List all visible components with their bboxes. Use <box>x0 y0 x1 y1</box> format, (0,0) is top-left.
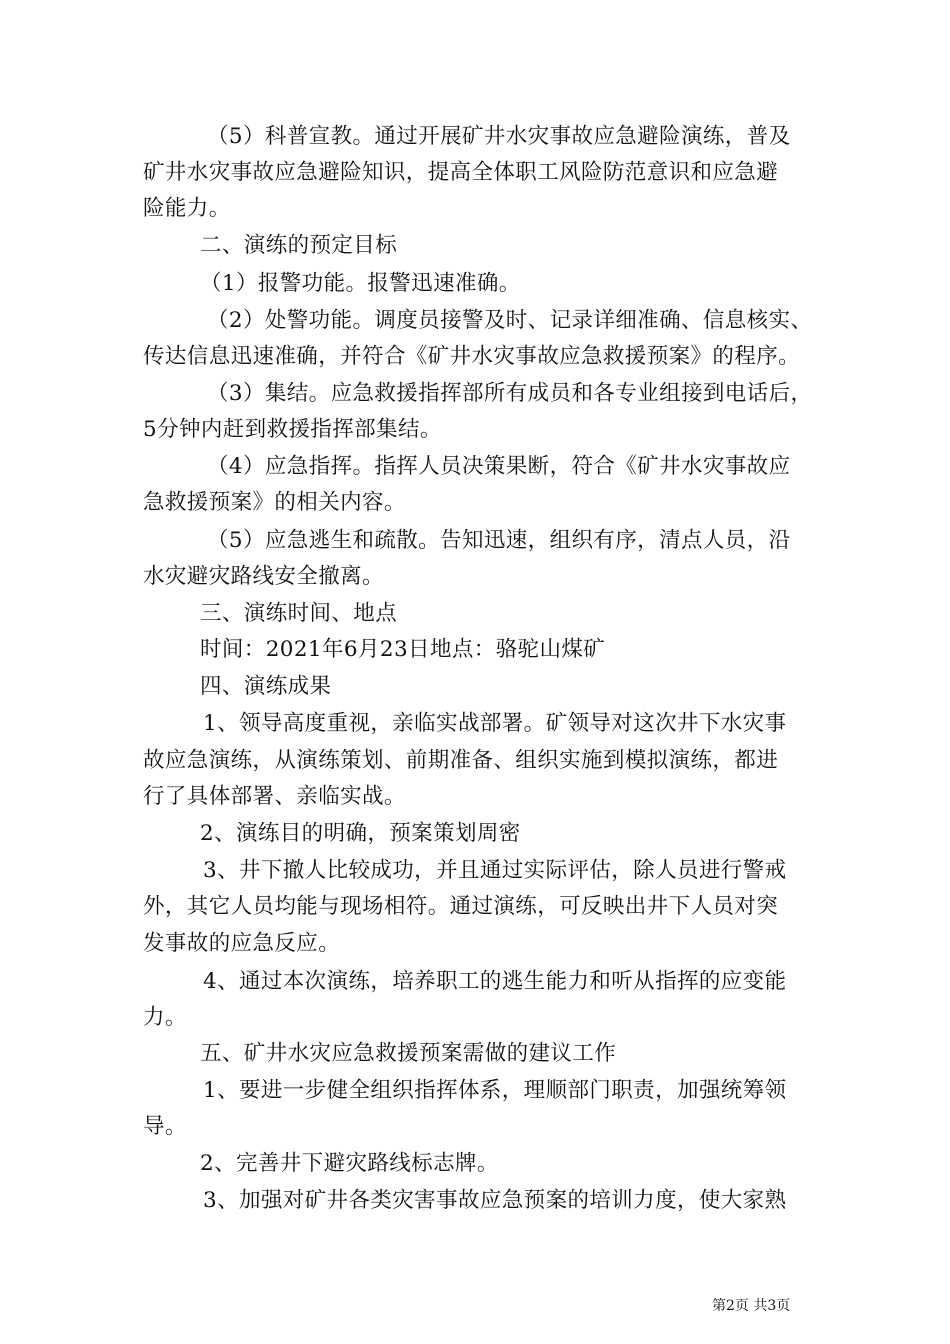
text-line: 急救援预案》的相关内容。 <box>143 490 406 515</box>
text-line: 3、加强对矿井各类灾害事故应急预案的培训力度，使大家熟 <box>203 1188 787 1213</box>
text-line: 5分钟内赶到救援指挥部集结。 <box>143 417 442 442</box>
text-line: 行了具体部署、亲临实战。 <box>143 784 406 809</box>
text-line: 1、要进一步健全组织指挥体系，理顺部门职责，加强统筹领 <box>203 1078 787 1103</box>
text-line: 3、井下撤人比较成功，并且通过实际评估，除人员进行警戒 <box>203 858 787 883</box>
text-line: 导。 <box>143 1114 187 1139</box>
text-line: 1、领导高度重视，亲临实战部署。矿领导对这次井下水灾事 <box>203 711 787 736</box>
section-heading: 三、演练时间、地点 <box>200 601 398 626</box>
text-line: （5）应急逃生和疏散。告知迅速，组织有序，清点人员，沿 <box>207 528 791 553</box>
text-line: （5）科普宣教。通过开展矿井水灾事故应急避险演练，普及 <box>207 124 791 149</box>
text-line: 2、完善井下避灾路线标志牌。 <box>200 1151 499 1176</box>
section-heading: 四、演练成果 <box>200 674 332 699</box>
text-line: 矿井水灾事故应急避险知识，提高全体职工风险防范意识和应急避 <box>143 160 779 185</box>
section-heading: 二、演练的预定目标 <box>200 233 398 258</box>
text-line: 故应急演练，从演练策划、前期准备、组织实施到模拟演练，都进 <box>143 748 779 773</box>
page-number: 第2页 共3页 <box>712 1298 791 1314</box>
text-line: （1）报警功能。报警迅速准确。 <box>200 271 521 296</box>
text-line: 水灾避灾路线安全撤离。 <box>143 564 384 589</box>
text-line: 传达信息迅速准确，并符合《矿井水灾事故应急救援预案》的程序。 <box>143 344 801 369</box>
text-line: （4）应急指挥。指挥人员决策果断，符合《矿井水灾事故应 <box>207 454 791 479</box>
text-line: 险能力。 <box>143 196 231 221</box>
text-line: 发事故的应急反应。 <box>143 931 341 956</box>
text-line: 力。 <box>143 1005 187 1030</box>
text-line: （3）集结。应急救援指挥部所有成员和各专业组接到电话后， <box>207 381 813 406</box>
section-heading: 五、矿井水灾应急救援预案需做的建议工作 <box>200 1041 617 1066</box>
text-line: （2）处警功能。调度员接警及时、记录详细准确、信息核实、 <box>207 308 813 333</box>
text-line: 外，其它人员均能与现场相符。通过演练，可反映出井下人员对突 <box>143 894 779 919</box>
text-line: 2、演练目的明确，预案策划周密 <box>200 821 521 846</box>
text-line: 时间：2021年6月23日地点：骆驼山煤矿 <box>200 637 606 662</box>
text-line: 4、通过本次演练，培养职工的逃生能力和听从指挥的应变能 <box>203 969 787 994</box>
